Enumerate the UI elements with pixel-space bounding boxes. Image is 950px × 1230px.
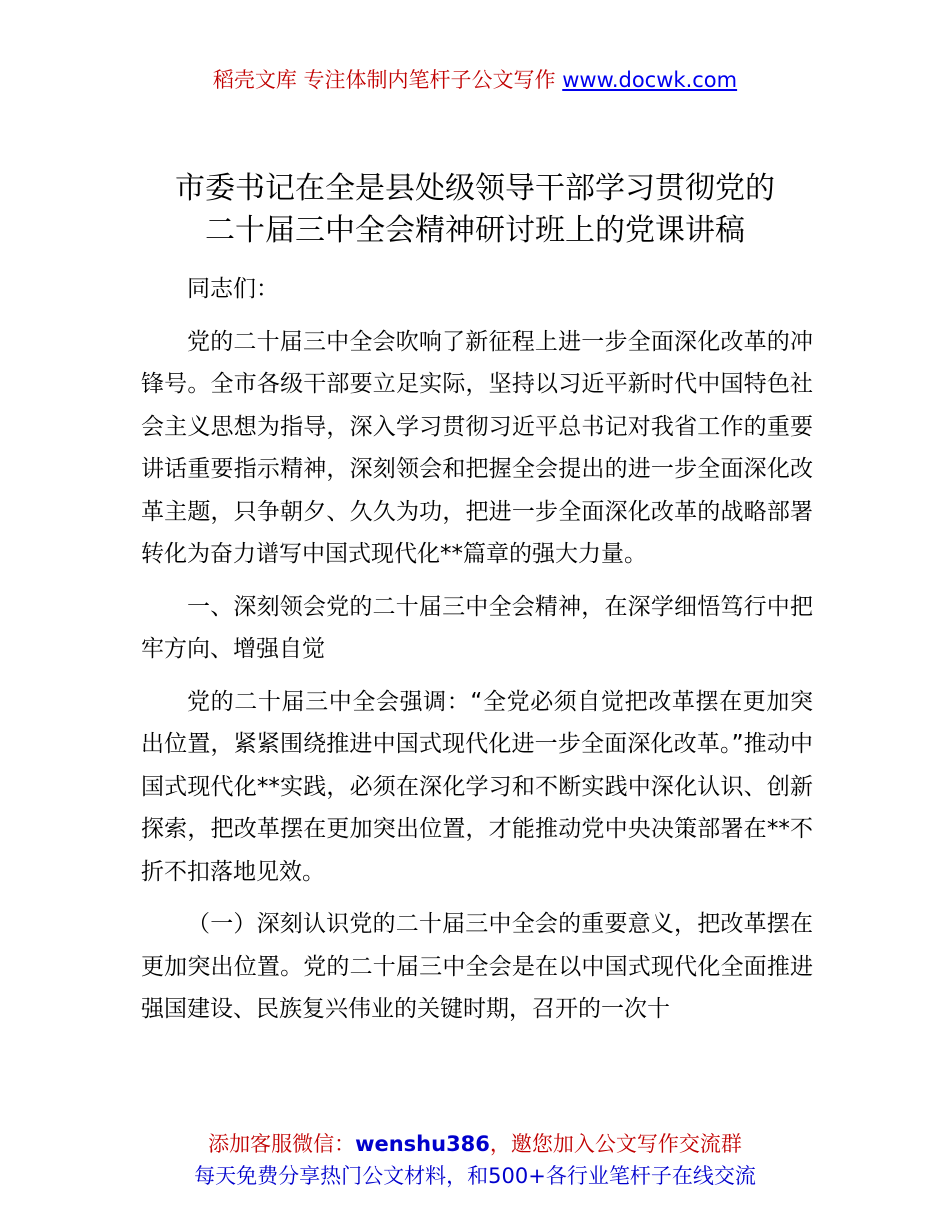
section-heading-1: 一、深刻领会党的二十届三中全会精神，在深学细悟笃行中把牢方向、增强自觉 <box>141 593 813 662</box>
page-footer <box>0 1128 950 1192</box>
document-body <box>141 268 813 1041</box>
paragraph-subsection-1: （一）深刻认识党的二十届三中全会的重要意义，把改革摆在更加突出位置。党的二十届三中全会是在以中国式现代化全面推进强国建设、民族复兴伟业的关键时期，召开的一次十 <box>141 911 813 1022</box>
footer-wechat-id: wenshu386 <box>355 1132 490 1156</box>
footer-contact-line <box>0 1128 950 1160</box>
header-website-link[interactable]: www.docwk.com <box>562 68 738 92</box>
page-header <box>0 64 950 96</box>
title-line-1: 市委书记在全是县处级领导干部学习贯彻党的 <box>175 171 775 206</box>
paragraph-intro: 党的二十届三中全会吹响了新征程上进一步全面深化改革的冲锋号。全市各级干部要立足实际，坚持以习近平新时代中国特色社会主义思想为指导，深入学习贯彻习近平总书记对我省工作的重要讲话重要指示精神，深刻领会和把握全会提出的进一步全面深化改革主题，只争朝夕、久久为功，把进一步全面深化改革的战略部署转化为奋力谱写中国式现代化**篇章的强大力量。 <box>141 328 813 567</box>
footer-contact-suffix: ，邀您加入公文写作交流群 <box>489 1132 742 1156</box>
header-brand-text: 稻壳文库 专注体制内笔杆子公文写作 <box>212 68 563 92</box>
footer-promo-line: 每天免费分享热门公文材料，和500+各行业笔杆子在线交流 <box>194 1164 756 1188</box>
salutation: 同志们： <box>187 276 279 302</box>
title-line-2: 二十届三中全会精神研讨班上的党课讲稿 <box>205 213 745 248</box>
document-title <box>100 168 850 252</box>
paragraph-section-1: 党的二十届三中全会强调：“全党必须自觉把改革摆在更加突出位置，紧紧围绕推进中国式现代化进一步全面深化改革。”推动中国式现代化**实践，必须在深化学习和不断实践中深化认识、创新探索，把改革摆在更加突出位置，才能推动党中央决策部署在**不折不扣落地见效。 <box>141 688 813 885</box>
footer-contact-prefix: 添加客服微信： <box>208 1132 356 1156</box>
